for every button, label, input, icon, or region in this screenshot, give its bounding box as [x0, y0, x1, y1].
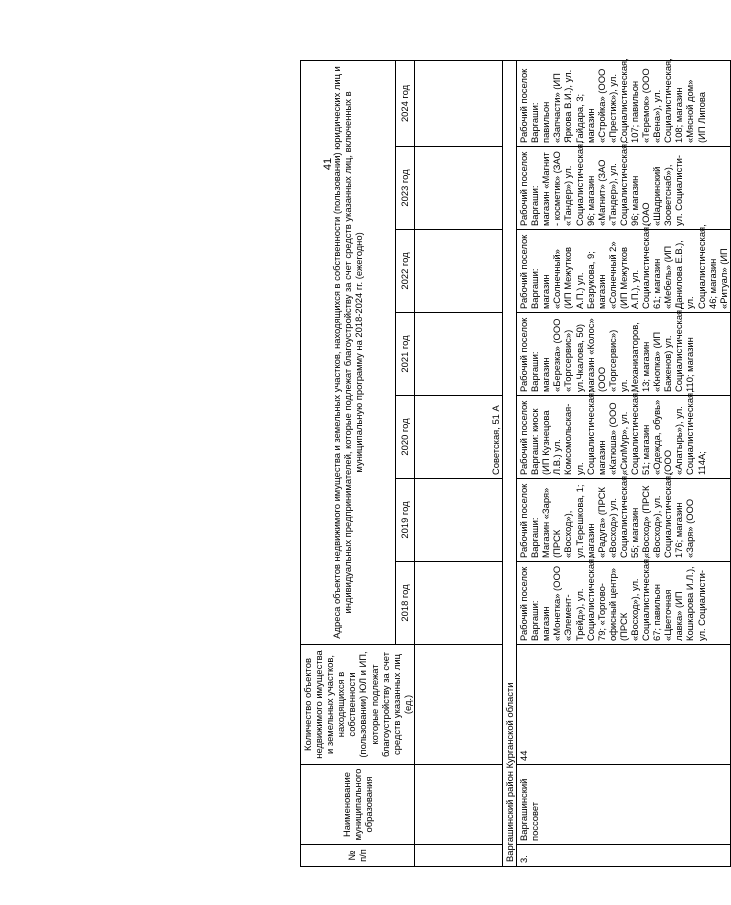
blank-cell	[414, 147, 502, 230]
blank-cell	[414, 313, 502, 396]
blank-cell	[414, 60, 502, 146]
blank-cell	[414, 645, 502, 765]
blank-cell	[414, 562, 502, 645]
blank-cell	[414, 230, 502, 313]
header-year-2024: 2024 год	[395, 60, 414, 146]
cell-2018: Рабочий поселок Варгаши: магазин «Монетка» (ООО «Элемент-Трейд»), ул. Социалистическая, 79; «Торгово-офисный центр» (ПРСК «Восход»), ул. Социалистическая, 67; павильон «Цветочная лавка» (ИП Кошкарова И.Л.), ул. Социалисти-	[517, 562, 731, 645]
header-addresses: Адреса объектов недвижимого имущества и земельных участков, находящихся в собственности (пользовании) юридических лиц и индивидуальных предпринимателей, которые подлежат благоустройству за счет средств указанных лиц, включенных в муниципальную программу на 2018-2024 гг. (ежегодно)	[301, 60, 396, 644]
cell-2024: Рабочий поселок Варгаши: павильон «Запчасти» (ИП Яркова В.И.), ул. Гайдара, 3; магазин «Стройка» (ООО «Престиж»), ул. Социалистическая, 107; павильон «Теремок» (ООО «Вена»), ул. Социалистическая, 108; магазин «Мясной дом» (ИП Липова	[517, 60, 731, 146]
header-year-2018: 2018 год	[395, 562, 414, 645]
header-year-2021: 2021 год	[395, 313, 414, 396]
region-row: Варгашинский район Курганской области	[502, 60, 516, 866]
cell-2020: Рабочий поселок Варгаши: киоск (ИП Кузнецова Л.В.) ул. Комсомольская-ул. Социалистическая; магазин «Катюша» (ООО «СилМур», ул. Социалистическая, 51; магазин «Одежда, обувь» (ООО «Апатырь»), ул. Социалистическая, 114А;	[517, 396, 731, 479]
header-municipality: Наименование муниципального образования	[301, 765, 415, 845]
rotated-table-wrapper	[300, 58, 729, 867]
row-count: 44	[517, 645, 731, 765]
cell-2020-extra: Советская, 51 А	[414, 396, 502, 479]
row-municipality: Варгашинский поссовет	[517, 765, 731, 845]
cell-2023: Рабочий поселок Варгаши: магазин «Магнит - косметик» (ЗАО «Тандер») ул. Социалистическая, 96; магазин «Магнит» (ЗАО «Тандер»), ул. Социалистическая, 96; магазин (ОАО «Шадринский Зооветснаб»), ул. Социалисти-	[517, 147, 731, 230]
blank-cell	[414, 765, 502, 845]
blank-cell	[414, 845, 502, 867]
header-num: № п/п	[301, 845, 415, 867]
cell-2022: Рабочий поселок Варгаши: магазин «Солнечный» (ИП Межутков А.П.) ул. Безрукова, 9; магазин «Солнечный 2» (ИП Межутков А.П.), ул. Социалистическая, 61; магазин «Мебель» (ИП Данилова Е.В.), ул. Социалистическая, 46; магазин «Ритуал» (ИП	[517, 230, 731, 313]
header-year-2019: 2019 год	[395, 479, 414, 562]
header-year-2023: 2023 год	[395, 147, 414, 230]
header-count: Количество объектов недвижимого имущества и земельных участков, находящихся в собственности (пользовании) ЮЛ и ИП, которые подлежат благоустройству за счет средств указанных лиц (ед.)	[301, 645, 415, 765]
header-year-2022: 2022 год	[395, 230, 414, 313]
cell-2019: Рабочий поселок Варгаши: Магазин «Заря» (ПРСК «Восход»), ул.Терешкова, 1; магазин «Радуга» (ПРСК «Восход») ул. Социалистическая, 55; магазин «Восход» (ПРСК «Восход»), ул. Социалистическая, 176; магазин «Заря» (ООО	[517, 479, 731, 562]
header-year-2020: 2020 год	[395, 396, 414, 479]
page-number: 41	[322, 157, 334, 171]
row-num: 3.	[517, 845, 731, 867]
cell-2021: Рабочий поселок Варгаши: магазин «Березка» (ООО «Торгсервис») ул.Чкалова, 50) магазин «Колос» (ООО «Торгсервис») ул. Механизаторов, 13; магазин «Кнопка» (ИП Баженов) ул. Социалистическая, 110; магазин	[517, 313, 731, 396]
addresses-table	[300, 60, 731, 867]
blank-cell	[414, 479, 502, 562]
